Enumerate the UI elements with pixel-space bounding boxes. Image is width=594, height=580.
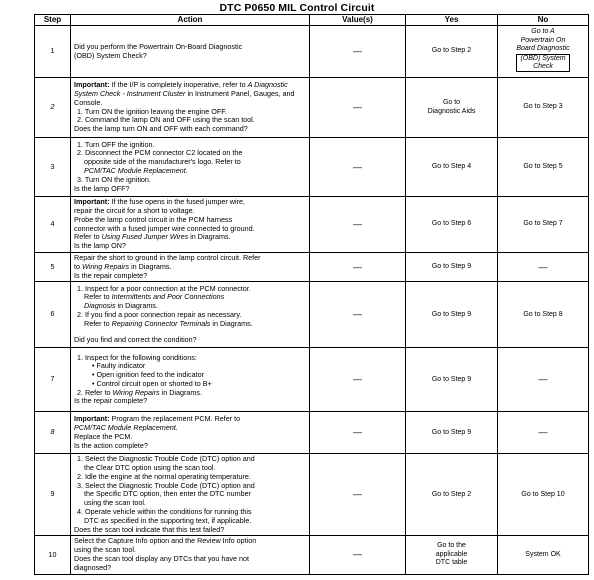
action-question: Does the lamp turn ON and OFF with each command? (74, 124, 248, 134)
yes-cell: Go to Step 4 (406, 138, 498, 197)
no-cell (498, 26, 589, 78)
value-cell: — (310, 197, 406, 253)
reference-link[interactable]: Wiring Repairs (112, 387, 160, 397)
table-row (35, 536, 589, 574)
action-step (74, 320, 306, 329)
action-cell (71, 138, 310, 197)
yes-text: DTC table (435, 559, 468, 567)
action-cell (71, 282, 310, 348)
reference-link[interactable]: PCM/TAC Module Replacement. (84, 166, 188, 175)
table-header-row (35, 15, 589, 26)
action-step: using the scan tool. (84, 498, 146, 508)
no-cell: Go to Step 8 (498, 282, 589, 348)
table-row (35, 78, 589, 138)
table-row (35, 454, 589, 536)
value-cell: — (310, 138, 406, 197)
no-link-text[interactable]: Go to A (531, 28, 555, 35)
action-question: diagnosed? (74, 562, 112, 572)
value-cell: — (310, 536, 406, 574)
step-number: 6 (35, 282, 71, 348)
value-cell: — (310, 78, 406, 138)
action-question: Did you find and correct the condition? (74, 335, 197, 345)
note-text: in Instrument Panel, Gauges, and Console. (74, 88, 295, 107)
yes-text: applicable (435, 550, 468, 558)
table-row (35, 348, 589, 412)
no-cell: System OK (498, 536, 589, 574)
action-cell (71, 26, 310, 78)
action-text: Probe the lamp control circuit in the PCM harness (74, 214, 233, 224)
action-text: in Diagrams. (159, 387, 202, 397)
step-number: 3 (35, 138, 71, 197)
yes-cell: Go to Step 9 (406, 282, 498, 348)
yes-text: Go to (442, 98, 461, 106)
yes-cell: Go to Step 9 (406, 253, 498, 282)
important-label: Important: (74, 80, 110, 90)
yes-cell (406, 78, 498, 138)
important-label: Important: (74, 414, 110, 424)
no-link-text: (OBD) System (520, 54, 566, 62)
action-question: Does the scan tool indicate that this test failed? (74, 524, 225, 534)
value-cell: — (310, 26, 406, 78)
yes-cell: Go to Step 6 (406, 197, 498, 253)
action-text: Select the Capture Info option and the Review Info option (74, 536, 257, 546)
action-text: 2. Refer to (77, 387, 113, 397)
page-title: DTC P0650 MIL Control Circuit (219, 2, 375, 14)
yes-cell: Go to Step 2 (406, 26, 498, 78)
yes-text: Go to the (437, 542, 466, 550)
action-question: Does the scan tool display any DTCs that you have not (74, 553, 249, 563)
action-cell (71, 348, 310, 412)
action-step: opposite side of the manufacturer's logo. Refer to (84, 157, 241, 167)
important-label: Important: (74, 197, 110, 207)
action-step: the Clear DTC option using the scan tool. (84, 463, 216, 473)
reference-link[interactable]: PCM/TAC Module Replacement. (74, 423, 178, 433)
no-cell: — (498, 253, 589, 282)
action-text: Repair the short to ground in the lamp control circuit. Refer (74, 253, 261, 262)
action-text: using the scan tool. (74, 545, 136, 555)
action-cell (71, 412, 310, 454)
step-number: 5 (35, 253, 71, 282)
action-step: 4. Operate vehicle within the conditions for running this (77, 507, 252, 517)
table-row (35, 138, 589, 197)
reference-link[interactable]: Using Fused Jumper Wires (101, 232, 189, 242)
table-row (35, 253, 589, 282)
no-cell: — (498, 412, 589, 454)
yes-cell: Go to Step 9 (406, 412, 498, 454)
header-yes: Yes (406, 15, 498, 26)
no-cell: Go to Step 3 (498, 78, 589, 138)
action-step: 2. Command the lamp ON and OFF using the scan tool. (77, 115, 255, 125)
no-link-text[interactable]: Powertrain On (520, 36, 566, 44)
bullet-item: • Open ignition feed to the indicator (92, 370, 204, 380)
action-cell (71, 454, 310, 536)
action-step: 3. Select the Diagnostic Trouble Code (DTC) option and (77, 480, 255, 490)
diagnostic-table (34, 14, 589, 575)
yes-cell: Go to Step 9 (406, 348, 498, 412)
step-number: 8 (35, 412, 71, 454)
header-no: No (498, 15, 589, 26)
value-cell: — (310, 412, 406, 454)
action-step: the Specific DTC option, then enter the DTC number (84, 489, 251, 499)
header-values: Value(s) (310, 15, 406, 26)
action-step: 1. Turn OFF the ignition. (77, 139, 155, 149)
header-step: Step (35, 15, 71, 26)
action-cell (71, 253, 310, 282)
action-text: connector with a fused jumper wire connected to ground. (74, 223, 255, 233)
action-step: DTC as specified in the supporting text, if applicable. (84, 515, 252, 525)
value-cell: — (310, 282, 406, 348)
action-question: Is the lamp OFF? (74, 183, 130, 193)
yes-text: Diagnostic Aids (427, 107, 476, 115)
step-number: 9 (35, 454, 71, 536)
bullet-item: • Faulty indicator (92, 361, 146, 371)
reference-link[interactable]: A Diagnostic System Check - Instrument Cluster (74, 80, 288, 98)
yes-cell (406, 536, 498, 574)
action-step: 3. Turn ON the ignition. (77, 174, 151, 184)
step-number: 10 (35, 536, 71, 574)
action-text: in Diagrams. (210, 318, 253, 328)
table-row (35, 197, 589, 253)
step-number: 2 (35, 78, 71, 138)
action-step: 1. Select the Diagnostic Trouble Code (DTC) option and (77, 454, 255, 464)
action-text: Replace the PCM. (74, 431, 133, 441)
action-text: Did you perform the Powertrain On-Board Diagnostic (74, 41, 243, 51)
step-number: 4 (35, 197, 71, 253)
no-link-text[interactable]: Board Diagnostic (516, 45, 570, 53)
reference-link[interactable]: Repairing Connector Terminals (111, 318, 211, 328)
action-question: Is the lamp ON? (74, 241, 126, 251)
action-step: 1. Turn ON the ignition leaving the engine OFF. (77, 106, 227, 116)
no-link-text: Check (533, 62, 553, 70)
action-cell (71, 78, 310, 138)
action-question: Is the action complete? (74, 440, 148, 450)
table-row (35, 412, 589, 454)
step-number: 1 (35, 26, 71, 78)
action-text: in Diagrams. (188, 232, 231, 242)
action-text: Refer to (84, 292, 112, 302)
note-text: If the fuse opens in the fused jumper wire, (109, 197, 245, 207)
reference-link[interactable]: Intermittents and Poor Connections (111, 292, 225, 302)
no-cell: — (498, 348, 589, 412)
action-text: in Diagrams. (115, 301, 158, 311)
action-question: Is the repair complete? (74, 270, 148, 280)
action-text: (OBD) System Check? (74, 50, 147, 60)
action-step: 2. Disconnect the PCM connector C2 located on the (77, 148, 243, 158)
note-text: Program the replacement PCM. Refer to (109, 414, 241, 424)
action-text: in Diagrams. (129, 261, 172, 271)
no-cell: Go to Step 7 (498, 197, 589, 253)
table-row (35, 282, 589, 348)
value-cell: — (310, 348, 406, 412)
action-text: to (74, 261, 82, 271)
yes-cell: Go to Step 2 (406, 454, 498, 536)
note-text: repair the circuit for a short to voltage. (74, 205, 195, 215)
action-text: Refer to (74, 232, 102, 242)
step-number: 7 (35, 348, 71, 412)
action-question: Is the repair complete? (74, 396, 148, 406)
action-cell (71, 197, 310, 253)
table-row (35, 26, 589, 78)
action-step: 2. If you find a poor connection repair as necessary. (77, 309, 242, 319)
important-note (74, 81, 306, 107)
reference-link[interactable]: Diagnosis (84, 301, 116, 311)
no-cell: Go to Step 5 (498, 138, 589, 197)
value-cell: — (310, 454, 406, 536)
reference-link[interactable]: Wiring Repairs (82, 261, 130, 271)
value-cell: — (310, 253, 406, 282)
obd-system-check-link[interactable] (516, 54, 569, 73)
action-step: 1. Inspect for the following conditions: (77, 352, 197, 362)
action-step: 1. Inspect for a poor connection at the PCM connector. (77, 283, 251, 293)
action-step: 2. Idle the engine at the normal operating temperature. (77, 471, 251, 481)
action-text: Refer to (84, 318, 112, 328)
action-cell (71, 536, 310, 574)
no-cell: Go to Step 10 (498, 454, 589, 536)
header-action: Action (71, 15, 310, 26)
note-text: If the I/P is completely inoperative, refer to (109, 80, 248, 90)
bullet-item: • Control circuit open or shorted to B+ (92, 378, 212, 388)
